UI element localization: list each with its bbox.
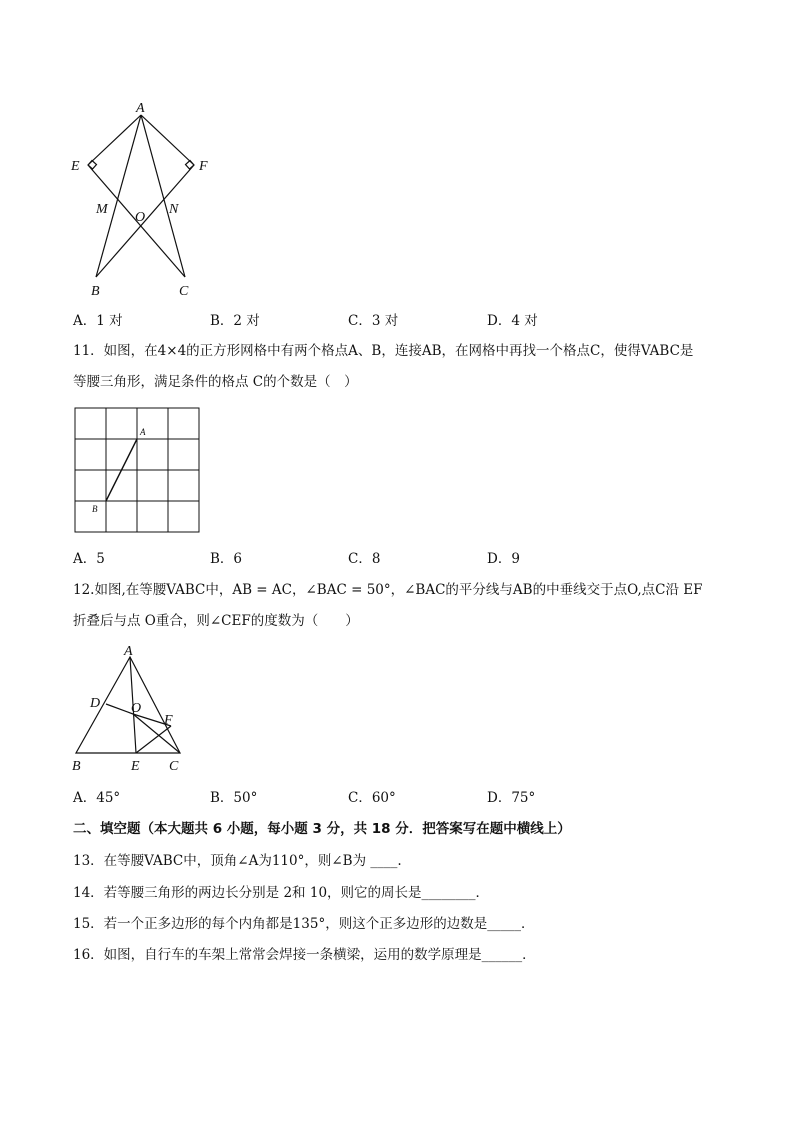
label-O: O bbox=[135, 210, 146, 225]
q11-option-c: C．8 bbox=[348, 551, 381, 567]
label-F: F bbox=[199, 159, 208, 174]
label-B: B bbox=[91, 284, 100, 299]
q14: 14．若等腰三角形的两边长分别是 2和 10，则它的周长是________． bbox=[73, 885, 490, 901]
figure-q11-grid bbox=[72, 405, 204, 535]
q11-option-b: B．6 bbox=[210, 551, 243, 567]
q11-line2: 等腰三角形，满足条件的格点 C的个数是（ ） bbox=[73, 374, 358, 390]
q12-line2: 折叠后与点 O重合，则∠CEF的度数为（ ） bbox=[73, 613, 359, 629]
figure-q12 bbox=[60, 640, 200, 780]
q10-option-d: D．4 对 bbox=[487, 313, 538, 329]
label-A: A bbox=[136, 101, 145, 116]
q16: 16．如图，自行车的车架上常常会焊接一条横梁，运用的数学原理是______． bbox=[73, 947, 536, 963]
q12-option-a: A．45° bbox=[73, 790, 121, 806]
q12-line1: 12.如图,在等腰VABC中，AB = AC，∠BAC = 50°，∠BAC的平分线与AB的中垂线交于点O,点C沿 EF bbox=[73, 582, 703, 598]
fig12-label-B: B bbox=[72, 759, 81, 774]
figure-q10 bbox=[60, 95, 230, 305]
q13: 13．在等腰VABC中，顶角∠A为110°，则∠B为 ____. bbox=[73, 853, 402, 869]
q11-option-a: A．5 bbox=[73, 551, 105, 567]
section2-heading: 二、填空题（本大题共 6 小题，每小题 3 分，共 18 分．把答案写在题中横线上） bbox=[73, 821, 571, 837]
q12-option-b: B．50° bbox=[210, 790, 258, 806]
fig12-label-O: O bbox=[131, 701, 142, 716]
q15: 15．若一个正多边形的每个内角都是135°，则这个正多边形的边数是_____． bbox=[73, 916, 535, 932]
q11-line1: 11．如图，在4×4的正方形网格中有两个格点A、B，连接AB，在网格中再找一个格点C，使得VABC是 bbox=[73, 343, 694, 359]
q11-option-d: D．9 bbox=[487, 551, 520, 567]
fig12-label-F: F bbox=[164, 713, 173, 728]
fig12-label-E: E bbox=[131, 759, 140, 774]
q10-option-c: C．3 对 bbox=[348, 313, 399, 329]
q10-option-a: A．1 对 bbox=[73, 313, 123, 329]
grid-label-A: A bbox=[140, 427, 146, 437]
label-C: C bbox=[179, 284, 189, 299]
label-M: M bbox=[96, 202, 108, 217]
fig12-label-D: D bbox=[90, 696, 101, 711]
q12-option-c: C．60° bbox=[348, 790, 396, 806]
grid-label-B: B bbox=[92, 504, 98, 514]
q12-option-d: D．75° bbox=[487, 790, 536, 806]
fig12-label-A: A bbox=[124, 644, 133, 659]
label-N: N bbox=[169, 202, 179, 217]
q10-option-b: B．2 对 bbox=[210, 313, 260, 329]
label-E: E bbox=[71, 159, 80, 174]
fig12-label-C: C bbox=[169, 759, 179, 774]
